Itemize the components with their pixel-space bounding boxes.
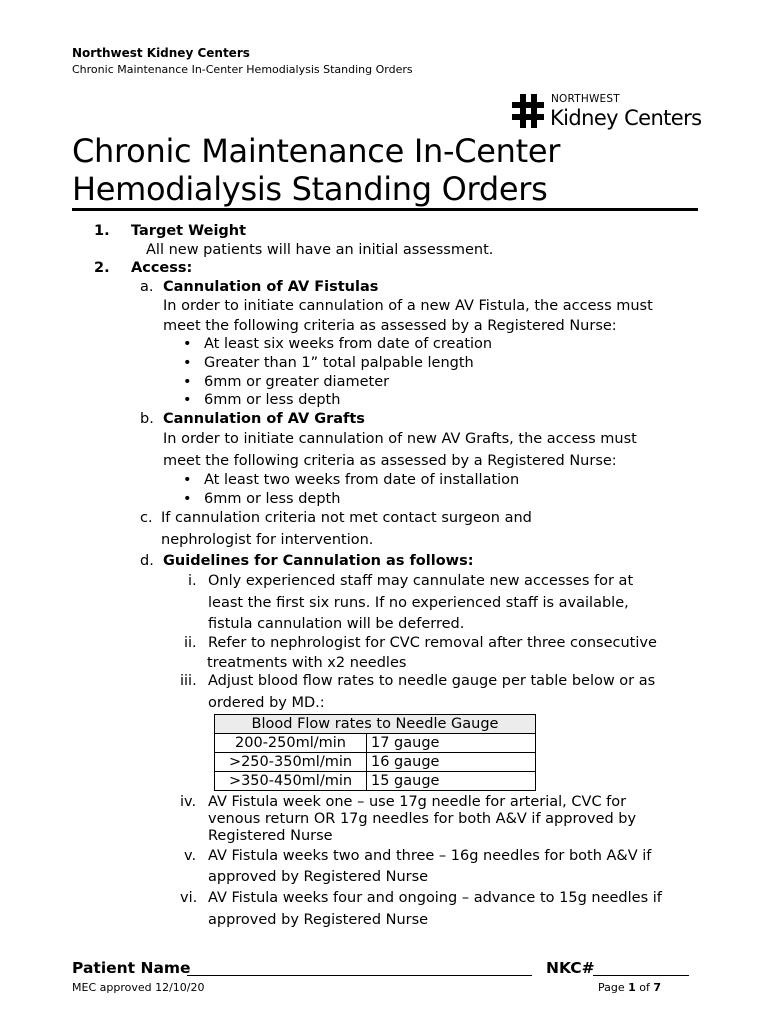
page-title-line2: Hemodialysis Standing Orders: [72, 170, 548, 208]
item-c-letter: c.: [140, 510, 153, 526]
bullet-icon: •: [183, 392, 192, 408]
item-a-intro2: meet the following criteria as assessed by a Registered Nurse:: [163, 318, 617, 334]
guideline-line: approved by Registered Nurse: [208, 869, 429, 885]
flow-rate-cell: >350-450ml/min: [215, 772, 367, 791]
item-a-heading: Cannulation of AV Fistulas: [163, 279, 379, 295]
guideline-line: treatments with x2 needles: [207, 655, 407, 671]
page-total: 7: [653, 981, 662, 994]
bullet-icon: •: [183, 374, 192, 390]
guideline-line: Adjust blood flow rates to needle gauge per table below or as: [208, 673, 656, 689]
guideline-line: fistula cannulation will be deferred.: [208, 616, 465, 632]
bullet-icon: •: [183, 491, 192, 507]
page-word: Page: [598, 981, 625, 994]
header-subtitle: Chronic Maintenance In-Center Hemodialysis Standing Orders: [72, 63, 413, 76]
page-title-line1: Chronic Maintenance In-Center: [72, 132, 561, 170]
item-b-heading: Cannulation of AV Grafts: [163, 411, 365, 427]
flow-rate-cell: 200-250ml/min: [215, 734, 367, 753]
roman-numeral: iv.: [180, 794, 197, 810]
page-indicator: [598, 979, 661, 997]
section1-number: 1.: [94, 223, 110, 239]
table-row: [215, 753, 536, 772]
section2-heading: Access:: [131, 260, 193, 276]
roman-numeral: ii.: [184, 635, 197, 651]
patient-name-field[interactable]: [187, 961, 532, 976]
gauge-cell: 16 gauge: [367, 753, 536, 772]
logo-bottom-text: Kidney Centers: [550, 106, 702, 130]
of-word: of: [639, 981, 650, 994]
item-c-line1: If cannulation criteria not met contact surgeon and: [161, 510, 532, 526]
guideline-line: AV Fistula weeks two and three – 16g needles for both A&V if: [208, 848, 652, 864]
gauge-cell: 15 gauge: [367, 772, 536, 791]
guideline-line: AV Fistula week one – use 17g needle for arterial, CVC for: [208, 794, 627, 810]
roman-numeral: vi.: [180, 890, 198, 906]
table-row: [215, 734, 536, 753]
patient-name-label: Patient Name: [72, 959, 191, 977]
item-a-letter: a.: [140, 279, 154, 295]
gauge-cell: 17 gauge: [367, 734, 536, 753]
item-a-intro1: In order to initiate cannulation of a new AV Fistula, the access must: [163, 298, 653, 314]
roman-numeral: iii.: [180, 673, 197, 689]
logo-top-text: NORTHWEST: [551, 93, 620, 105]
item-b-intro1: In order to initiate cannulation of new AV Grafts, the access must: [163, 431, 637, 447]
bullet-icon: •: [183, 336, 192, 352]
table-row: [215, 772, 536, 791]
needle-gauge-table: [214, 714, 536, 791]
bullet-icon: •: [183, 355, 192, 371]
guideline-line: least the first six runs. If no experienced staff is available,: [208, 595, 629, 611]
item-b-letter: b.: [140, 411, 154, 427]
nkc-number-field[interactable]: [593, 961, 689, 976]
page-number: 1: [628, 981, 636, 994]
item-c-line2: nephrologist for intervention.: [161, 532, 374, 548]
section1-text: All new patients will have an initial assessment.: [146, 242, 494, 258]
item-a-bullet: 6mm or greater diameter: [204, 374, 390, 390]
title-rule: [72, 208, 698, 211]
item-d-letter: d.: [140, 553, 154, 569]
header-org: Northwest Kidney Centers: [72, 46, 250, 60]
item-d-heading: Guidelines for Cannulation as follows:: [163, 553, 474, 569]
guideline-line: Registered Nurse: [208, 828, 333, 844]
item-a-bullet: At least six weeks from date of creation: [204, 336, 493, 352]
guideline-line: approved by Registered Nurse: [208, 912, 429, 928]
nkc-logo: [512, 92, 702, 132]
item-a-bullet: Greater than 1” total palpable length: [204, 355, 474, 371]
nkc-logo-icon: [512, 94, 544, 128]
guideline-line: ordered by MD.:: [208, 695, 325, 711]
flow-rate-cell: >250-350ml/min: [215, 753, 367, 772]
item-a-bullet: 6mm or less depth: [204, 392, 341, 408]
item-b-bullet: At least two weeks from date of installation: [204, 472, 520, 488]
item-b-intro2: meet the following criteria as assessed by a Registered Nurse:: [163, 453, 617, 469]
approval-date: MEC approved 12/10/20: [72, 981, 205, 994]
table-header-cell: Blood Flow rates to Needle Gauge: [215, 715, 536, 734]
section1-heading: Target Weight: [131, 223, 247, 239]
table-header-row: [215, 715, 536, 734]
guideline-line: venous return OR 17g needles for both A&V if approved by: [208, 811, 637, 827]
item-b-bullet: 6mm or less depth: [204, 491, 341, 507]
guideline-line: Only experienced staff may cannulate new accesses for at: [208, 573, 634, 589]
roman-numeral: v.: [184, 848, 197, 864]
guideline-line: AV Fistula weeks four and ongoing – advance to 15g needles if: [208, 890, 662, 906]
guideline-line: Refer to nephrologist for CVC removal after three consecutive: [208, 635, 657, 651]
nkc-number-label: NKC#: [546, 959, 595, 977]
roman-numeral: i.: [188, 573, 197, 589]
section2-number: 2.: [94, 260, 110, 276]
bullet-icon: •: [183, 472, 192, 488]
